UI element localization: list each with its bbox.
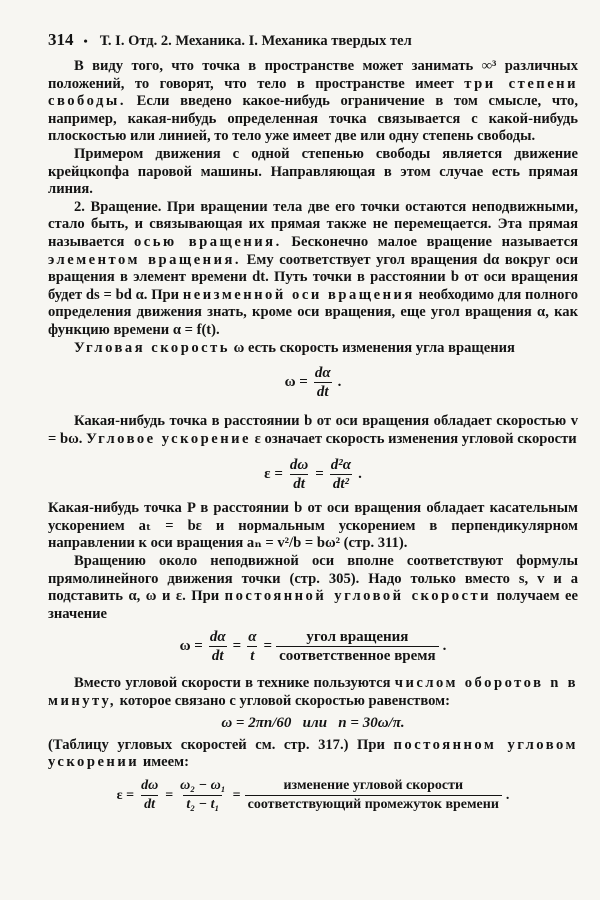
equation-rpm: ω = 2πn/60 или n = 30ω/π. bbox=[221, 715, 405, 732]
term-angular-acceleration: Угловое ускорение bbox=[86, 430, 252, 447]
page-number: 314 bbox=[48, 30, 74, 49]
paragraph-point-p: Какая-нибудь точка P в расстоянии b от оси вращения обладает касательным ускорением aₜ = bε и нормальным ускорением в перпендикулярном направлении к оси вращения aₙ = v²/b = bω² (стр. 311). bbox=[48, 500, 578, 552]
term-axis: осью вращения. bbox=[133, 233, 282, 250]
document-page bbox=[48, 30, 578, 820]
equation-constant-speed: ω = $\frac{d\alpha}{dt}$ = $\frac{\alpha}{t}$ = $\frac{\text{угол вращения}}{\text{соответственное время}}$ . bbox=[179, 628, 447, 664]
paragraph-angular-acceleration: Какая-нибудь точка в расстоянии b от оси вращения обладает скоростью v = bω. Угловое ускорение ε означает скорость изменения угловой скорости bbox=[48, 413, 578, 447]
equation-constant-acceleration: ε = $\frac{d\omega}{dt}$ = $\frac{\text{ω₂ − ω₁}}{\text{t₂ − t₁}}$ = $\frac{\text{изменение угловой скорости}}{\text{соответствующий промежуток времени}}$ . bbox=[116, 778, 510, 813]
term-rpm: числом оборотов n в минуту, bbox=[48, 675, 578, 710]
term-constant-speed: постоянной угловой скорости bbox=[224, 588, 492, 605]
running-header bbox=[48, 30, 578, 58]
term-three-degrees: три степени свободы. bbox=[48, 75, 578, 110]
paragraph-rpm: Вместо угловой скорости в технике пользуются числом оборотов n в минуту, которое связано с угловой скоростью равенством: bbox=[48, 675, 578, 710]
section-heading: 2. Вращение. bbox=[74, 198, 162, 215]
paragraph-constant-acceleration: (Таблицу угловых скоростей см. стр. 317.) При постоянном угловом ускорении имеем: bbox=[48, 736, 578, 771]
paragraph-rectilinear-analogy: Вращению около неподвижной оси вполне соответствуют формулы прямолинейного движения точки (стр. 305). Надо только вместо s, v и a подставить α, ω и ε. При постоянной угловой скорости получаем ее значение bbox=[48, 553, 578, 622]
equation-angular-acceleration: ε = $\frac{d\omega}{dt}$ = $\frac{\text{d²α}}{\text{dt²}}$ . bbox=[264, 456, 362, 492]
paragraph-angular-velocity: Угловая скорость ω есть скорость изменения угла вращения bbox=[74, 339, 515, 356]
running-title: Т. I. Отд. 2. Механика. I. Механика твердых тел bbox=[99, 33, 412, 49]
term-constant-acceleration: постоянном угловом ускорении bbox=[48, 736, 578, 771]
section-rotation: 2. Вращение. При вращении тела две его точки остаются неподвижными, стало быть, и связывающая их прямая также не перемещается. Эта прямая называется осью вращения. Бесконечно малое вращение называется элементом вращения. Ему соответствует угол вращения dα вокруг оси вращения в элемент времени dt. Путь точки в расстоянии b от оси вращения будет ds = bd α. При неизменной оси вращения необходимо для полного определения движения знать, кроме оси вращения, еще угол вращения α, как функцию времени α = f(t). bbox=[48, 198, 579, 338]
term-fixed-axis: неизменной оси вращения bbox=[182, 286, 415, 303]
term-angular-velocity: Угловая скорость bbox=[74, 339, 231, 356]
term-element: элементом вращения. bbox=[48, 251, 242, 268]
paragraph-crosshead-example: Примером движения с одной степенью свободы является движение крейцкопфа паровой машины. Направляющая в этом случае есть прямая линия. bbox=[48, 145, 578, 198]
header-bullet: • bbox=[83, 34, 88, 48]
equation-angular-velocity: ω = $\frac{d\alpha}{dt}$ . bbox=[284, 364, 342, 400]
paragraph-degrees-of-freedom: В виду того, что точка в пространстве может занимать ∞³ различных положений, то говорят, что тело в пространстве имеет три степени свободы. Если введено какое-нибудь ограничение в том смысле, что, например, какая-нибудь определенная точка связывается с какой-нибудь плоскостью или линией, то тело уже имеет две или одну степень свободы. bbox=[48, 58, 578, 145]
